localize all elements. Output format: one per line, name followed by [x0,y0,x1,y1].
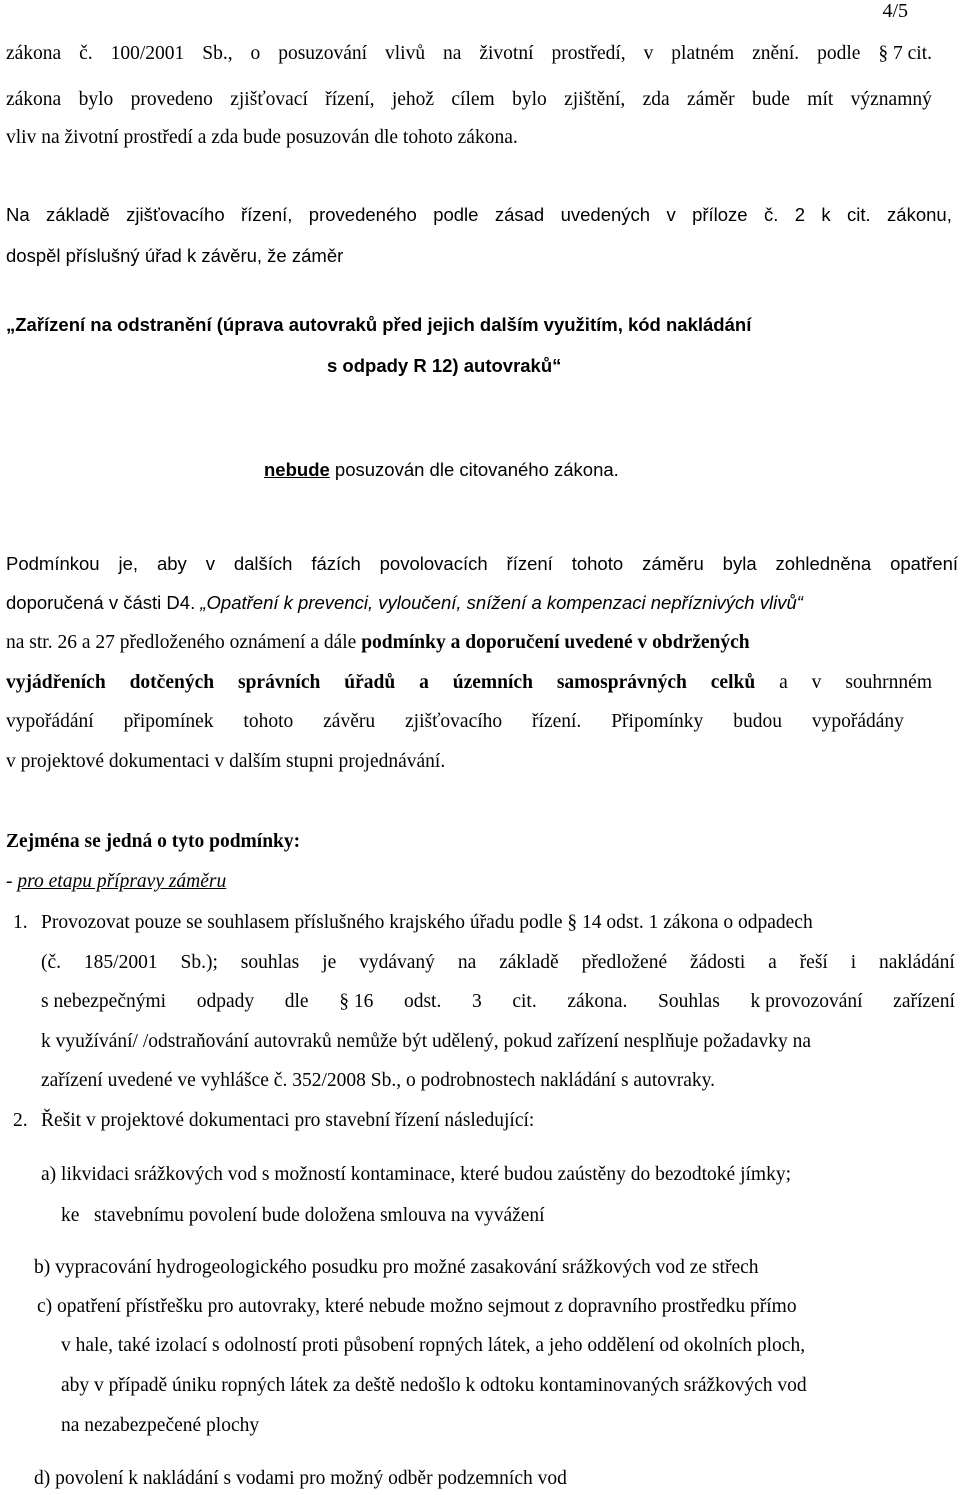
word: provedeno [130,89,213,110]
conditions-heading: Zejména se jedná o tyto podmínky: [6,831,301,852]
conclusion-line-2: dospěl příslušný úřad k závěru, že záměr [6,245,344,266]
word: č. [763,204,779,225]
intro-line-2 [6,90,932,110]
word: záměru [642,553,704,574]
word: vypořádány [811,711,904,732]
word: § 7 cit. [878,43,932,64]
word: řeší [799,952,828,973]
word: vydávaný [359,952,435,973]
word: úřadů [344,672,396,693]
word: k [821,204,831,225]
word: k provozování [750,991,863,1012]
word: dle [284,991,309,1012]
word: a [419,672,429,693]
word: řízení, [241,204,293,225]
word: řízení [506,553,553,574]
word: tohoto [571,553,624,574]
word: platném [671,43,735,64]
word: základě [499,952,559,973]
item-2-number: 2. [13,1110,28,1131]
item-1-line-1: Provozovat pouze se souhlasem příslušného krajského úřadu podle § 14 odst. 1 zákona o odpadech [41,912,813,933]
sub-a-line-1: a) likvidaci srážkových vod s možností kontaminace, které budou zaústěny do bezodtoké jímky; [41,1164,792,1185]
word: bylo [512,89,547,110]
condition-line-4 [6,673,932,693]
word: fázích [311,553,361,574]
word: bude [752,89,790,110]
word: opatření [890,553,958,574]
word: bylo [78,89,114,110]
word: byla [722,553,757,574]
word: životní [479,43,534,64]
word: aby [156,553,187,574]
condition-line-1 [6,555,958,574]
sub-c-line-3: aby v případě úniku ropných látek za deště nedošlo k odtoku kontaminovaných srážkových vod [61,1375,807,1396]
word: celků [710,672,756,693]
word: odst. [403,991,442,1012]
word: Sb.); [180,952,218,973]
sub-d-line: d) povolení k nakládání s vodami pro možný odběr podzemních vod [34,1468,567,1489]
word: zjišťovacího [405,711,503,732]
condition-line-3-prefix: na str. 26 a 27 předloženého oznámení a dále [6,632,362,653]
word: mít [807,89,834,110]
word: dalších [233,553,293,574]
word: cit. [847,204,871,225]
verdict-line [264,461,619,480]
project-title-line-2: s odpady R 12) autovraků“ [327,355,562,376]
word: předložené [581,952,668,973]
word: vypořádání [6,711,94,732]
project-title-line-1: „Zařízení na odstranění (úprava autovraků před jejich dalším využitím, kód nakládání [6,314,752,335]
word: v [811,672,822,693]
verdict-nebude: nebude [264,459,330,480]
word: záměr [687,89,735,110]
item-1-line-3 [41,992,955,1012]
word: souhrnném [845,672,932,693]
word: podle [433,204,479,225]
word: připomínek [123,711,214,732]
conclusion-line-1 [6,206,952,225]
word: a [779,672,788,693]
word: v [643,43,654,64]
word: žádosti [690,952,746,973]
word: 3 [471,991,482,1012]
word: na [457,952,477,973]
word: zjištění, [564,89,626,110]
word: územních [452,672,533,693]
sub-c-line-4: na nezabezpečené plochy [61,1415,260,1436]
sub-c-line-1: c) opatření přístřešku pro autovraky, které nebude možno sejmout z dopravního prostředku přímo [37,1296,797,1317]
stage-dash: - [6,871,18,892]
word: cílem [451,89,495,110]
word: uvedených [560,204,651,225]
word: 100/2001 [110,43,185,64]
word: dotčených [129,672,215,693]
word: Na [6,204,30,225]
word: Podmínkou [6,553,100,574]
item-1-line-5: zařízení uvedené ve vyhlášce č. 352/2008 Sb., o podrobnostech nakládání s autovraky. [41,1070,715,1091]
word: znění. [752,43,800,64]
page-number: 4/5 [882,0,908,22]
intro-line-1 [6,44,932,64]
word: zákona. [567,991,628,1012]
word: vyjádřeních [6,672,106,693]
word: na [443,43,462,64]
word: i [850,952,857,973]
word: s nebezpečnými [41,991,167,1012]
word: správních [237,672,321,693]
condition-line-5 [6,712,904,732]
word: (č. [41,952,62,973]
word: nakládání [879,952,955,973]
word: základě [46,204,110,225]
word: příloze [692,204,748,225]
word: zákona [6,89,62,110]
condition-line-2-italic: „Opatření k prevenci, vyloučení, snížení a kompenzaci nepříznivých vlivů“ [200,592,803,613]
condition-line-3-bold: podmínky a doporučení uvedené v obdržených [361,632,750,653]
stage-label [6,872,226,892]
word: jehož [391,89,435,110]
word: č. [79,43,93,64]
condition-line-6: v projektové dokumentaci v dalším stupni projednávání. [6,751,446,772]
word: Sb., [202,43,233,64]
word: řízení. [532,711,582,732]
sub-a-line-2: ke stavebnímu povolení bude doložena smlouva na vyvážení [61,1205,545,1226]
item-1-number: 1. [13,912,28,933]
word: 2 [794,204,806,225]
word: zařízení [893,991,955,1012]
item-1-line-4: k využívání/ /odstraňování autovraků nemůže být udělený, pokud zařízení nesplňuje požadavky na [41,1031,812,1052]
word: významný [850,89,932,110]
stage-text: pro etapu přípravy záměru [17,871,227,892]
word: je [322,952,337,973]
word: tohoto [243,711,294,732]
item-1-line-2 [41,953,955,973]
word: v [666,204,676,225]
item-2-line-1: Řešit v projektové dokumentaci pro stavební řízení následující: [41,1110,535,1131]
word: v [205,553,215,574]
word: zda [642,89,670,110]
sub-c-line-2: v hale, také izolací s odolností proti působení ropných látek, a jeho oddělení od okolních ploch, [61,1335,806,1356]
word: zjišťovací [230,89,308,110]
condition-line-2-prefix: doporučená v části D4. [6,592,196,613]
word: zásad [494,204,545,225]
condition-line-2 [6,594,803,613]
word: budou [733,711,782,732]
word: závěru [323,711,376,732]
word: a [768,952,777,973]
word: podle [817,43,861,64]
sub-b-line: b) vypracování hydrogeologického posudku pro možné zasakování srážkových vod ze střech [34,1257,759,1278]
word: řízení, [325,89,375,110]
word: posuzování [278,43,368,64]
word: provedeného [308,204,417,225]
word: 185/2001 [83,952,158,973]
word: povolovacích [379,553,488,574]
word: samosprávných [556,672,687,693]
word: odpady [196,991,255,1012]
word: o [250,43,261,64]
word: je, [118,553,139,574]
word: § 16 [339,991,374,1012]
word: zohledněna [775,553,872,574]
intro-line-3: vliv na životní prostředí a zda bude posuzován dle tohoto zákona. [6,127,518,148]
word: prostředí, [551,43,626,64]
word: zjišťovacího [126,204,225,225]
word: Připomínky [611,711,704,732]
word: zákonu, [887,204,952,225]
word: Souhlas [658,991,720,1012]
verdict-rest: posuzován dle citovaného zákona. [329,459,619,480]
word: souhlas [240,952,300,973]
word: cit. [512,991,537,1012]
word: vlivů [384,43,426,64]
word: zákona [6,43,62,64]
condition-line-3 [6,633,750,653]
